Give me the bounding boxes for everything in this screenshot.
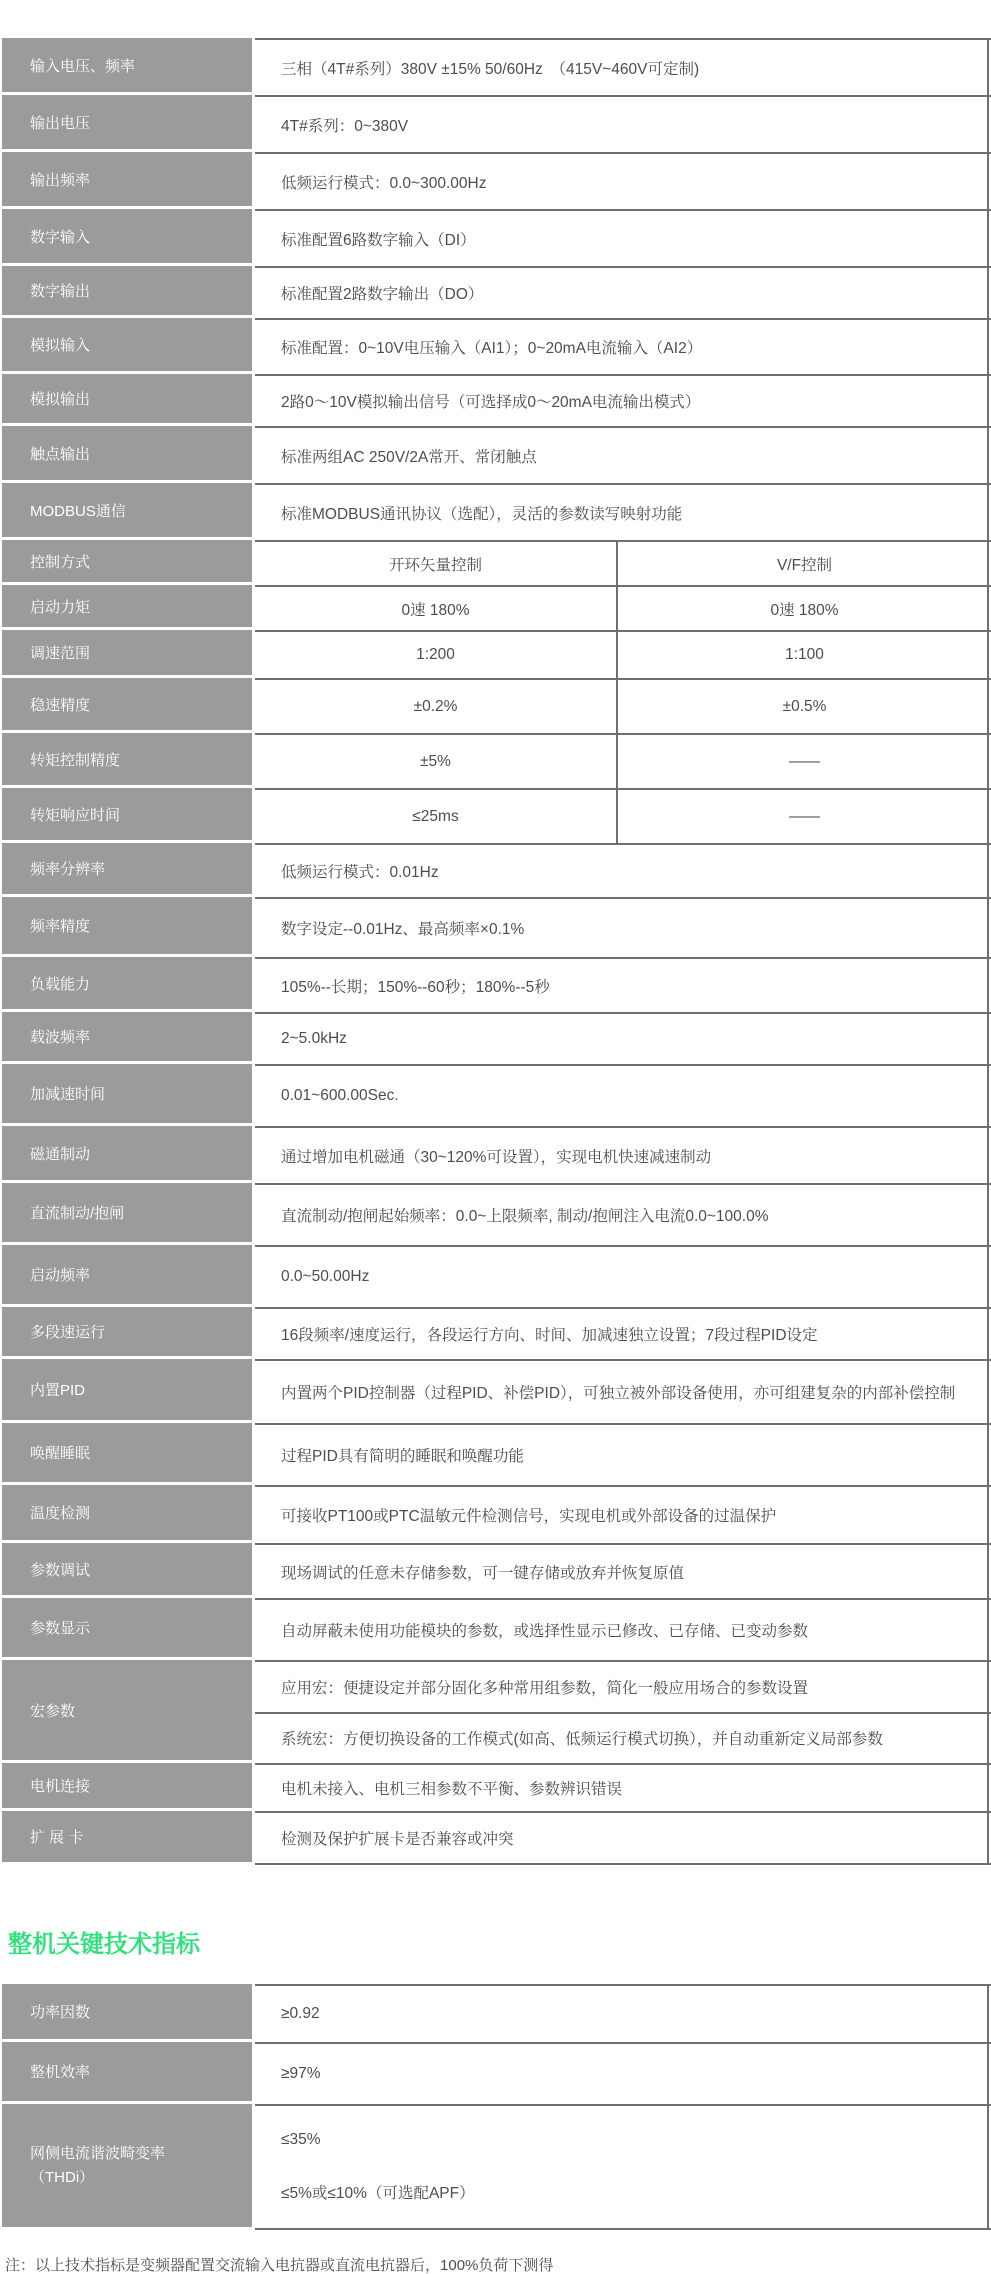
row-value-text: 可接收PT100或PTC温敏元件检测信号，实现电机或外部设备的过温保护 — [281, 1508, 777, 1525]
row-value — [255, 1485, 991, 1543]
row-value-text: 过程PID具有简明的睡眠和唤醒功能 — [281, 1448, 524, 1465]
row-value — [255, 540, 991, 585]
row-label: 扩 展 卡 — [2, 1811, 252, 1862]
table-row — [0, 1423, 991, 1485]
row-value-text: 应用宏：便捷设定并部分固化多种常用组参数，简化一般应用场合的参数设置 — [281, 1679, 809, 1697]
row-label: 输出频率 — [2, 152, 252, 206]
row-label: 内置PID — [2, 1359, 252, 1420]
row-value — [255, 2042, 991, 2104]
key-metrics-table — [0, 1984, 991, 2230]
row-value-text: 0速 180% — [770, 601, 839, 619]
table-row — [0, 1543, 991, 1598]
row-value-text: 标准配置6路数字输入（DI） — [281, 231, 476, 249]
row-value — [255, 1543, 991, 1598]
row-value-text: 1:100 — [785, 646, 824, 663]
row-value-text: 105%--长期；150%--60秒；180%--5秒 — [281, 978, 550, 996]
row-value-text: V/F控制 — [776, 556, 833, 574]
row-value-text: 数字设定--0.01Hz、最高频率×0.1% — [281, 921, 525, 938]
table-row — [0, 2042, 991, 2104]
row-value — [255, 1307, 991, 1359]
row-value-text: 现场调试的任意未存储参数，可一键存储或放弃并恢复原值 — [281, 1564, 685, 1582]
table-row — [0, 1012, 991, 1064]
row-label: 模拟输出 — [2, 374, 252, 423]
footnote: 注：以上技术指标是变频器配置交流输入电抗器或直流电抗器后，100%负荷下测得 — [5, 2257, 554, 2274]
row-value-text: 自动屏蔽未使用功能模块的参数，或选择性显示已修改、已存储、已变动参数 — [281, 1623, 809, 1640]
row-value-left — [255, 542, 618, 585]
table-row — [0, 1485, 991, 1543]
row-label: 输出电压 — [2, 95, 252, 149]
table-row — [0, 788, 991, 843]
table-row — [0, 1984, 991, 2042]
row-value-text: 标准配置：0~10V电压输入（AI1）；0~20mA电流输入（AI2） — [281, 340, 703, 357]
row-value-right — [618, 632, 991, 678]
row-label: 多段速运行 — [2, 1307, 252, 1356]
row-value-text: 三相（4T#系列）380V ±15% 50/60Hz （415V~460V可定制) — [281, 60, 700, 78]
row-label-line: 网侧电流谐波畸变率 — [30, 2144, 166, 2162]
row-value-text: 标准两组AC 250V/2A常开、常闭触点 — [281, 448, 537, 466]
row-label-line: （THDi） — [30, 2168, 95, 2186]
row-label: 启动力矩 — [2, 585, 252, 627]
row-label: 负载能力 — [2, 957, 252, 1009]
row-label: 整机效率 — [2, 2042, 252, 2101]
table-row — [0, 733, 991, 788]
row-value-text: 2路0～10V模拟输出信号（可选择成0～20mA电流输出模式） — [281, 394, 701, 411]
row-value — [255, 426, 991, 483]
row-value — [255, 1423, 991, 1485]
row-label: 频率分辨率 — [2, 843, 252, 894]
row-value-text: 直流制动/抱闸起始频率：0.0~上限频率, 制动/抱闸注入电流0.0~100.0% — [281, 1208, 769, 1225]
row-value-left — [255, 790, 618, 843]
table-row — [0, 897, 991, 957]
table-row — [0, 374, 991, 426]
row-value-text: 通过增加电机磁通（30~120%可设置），实现电机快速减速制动 — [281, 1148, 712, 1166]
row-label: 参数显示 — [2, 1598, 252, 1657]
table-row — [0, 957, 991, 1012]
row-label: 功率因数 — [2, 1984, 252, 2039]
row-label: 频率精度 — [2, 897, 252, 954]
row-label: 宏参数 — [2, 1660, 252, 1760]
table-row — [0, 1811, 991, 1865]
row-label: 电机连接 — [2, 1763, 252, 1808]
row-value-text: 16段频率/速度运行，各段运行方向、时间、加减速独立设置；7段过程PID设定 — [281, 1327, 818, 1344]
table-row — [0, 483, 991, 540]
row-value-text: 2~5.0kHz — [281, 1030, 347, 1047]
row-value-text: ±0.5% — [782, 697, 827, 715]
row-value-right — [618, 680, 991, 733]
table-row — [0, 318, 991, 374]
row-value — [255, 1811, 991, 1865]
table-row — [0, 38, 991, 95]
row-value-text: 内置两个PID控制器（过程PID、补偿PID），可独立被外部设备使用，亦可组建复杂的内部补偿控制 — [281, 1385, 956, 1402]
row-label: 稳速精度 — [2, 678, 252, 730]
row-value-text: 0.0~50.00Hz — [281, 1268, 370, 1285]
table-row — [0, 152, 991, 209]
table-row — [0, 95, 991, 152]
row-value — [255, 318, 991, 374]
table-row — [0, 1598, 991, 1660]
row-value-text: 低频运行模式：0.01Hz — [281, 864, 439, 881]
row-value-text: 0速 180% — [401, 601, 470, 619]
row-value — [255, 266, 991, 318]
row-value-text: 0.01~600.00Sec. — [281, 1087, 399, 1104]
row-value-text: 电机未接入、电机三相参数不平衡、参数辨识错误 — [281, 1781, 623, 1798]
row-value-text: 低频运行模式：0.0~300.00Hz — [281, 174, 487, 192]
row-value-line — [255, 1662, 991, 1712]
row-label: 温度检测 — [2, 1485, 252, 1540]
row-value — [255, 95, 991, 152]
table-row — [0, 540, 991, 585]
row-value-right — [618, 735, 991, 788]
row-label: 唤醒睡眠 — [2, 1423, 252, 1482]
row-value-line: ≤35% — [281, 2131, 321, 2148]
table-row — [0, 678, 991, 733]
row-value — [255, 1984, 991, 2042]
row-label: 调速范围 — [2, 630, 252, 675]
row-value-text: 4T#系列：0~380V — [281, 117, 409, 135]
row-label: 载波频率 — [2, 1012, 252, 1061]
row-value-right — [618, 587, 991, 630]
row-value — [255, 1012, 991, 1064]
row-value — [255, 1763, 991, 1811]
table-row — [0, 426, 991, 483]
row-value — [255, 630, 991, 678]
row-value — [255, 209, 991, 266]
row-label: MODBUS通信 — [2, 483, 252, 537]
row-value — [255, 1660, 991, 1763]
row-value — [255, 1245, 991, 1307]
row-label: 参数调试 — [2, 1543, 252, 1595]
table-row — [0, 630, 991, 678]
section-title: 整机关键技术指标 — [8, 1931, 200, 1958]
row-value-text: 1:200 — [416, 646, 455, 663]
row-value — [255, 1359, 991, 1423]
row-value-text: 开环矢量控制 — [388, 556, 482, 574]
row-label: 加减速时间 — [2, 1064, 252, 1123]
row-value-text: 标准配置2路数字输出（DO） — [281, 286, 484, 303]
row-value-right — [618, 542, 991, 585]
row-value — [255, 788, 991, 843]
row-label: 触点输出 — [2, 426, 252, 480]
table-row — [0, 266, 991, 318]
row-value — [255, 1183, 991, 1245]
row-value-line: ≤5%或≤10%（可选配APF） — [281, 2185, 475, 2202]
row-value-line — [255, 1712, 991, 1764]
table-row — [0, 1064, 991, 1126]
row-label: 直流制动/抱闸 — [2, 1183, 252, 1242]
row-value — [255, 585, 991, 630]
table-row — [0, 1763, 991, 1811]
table-row — [0, 1245, 991, 1307]
row-value-text: —— — [789, 752, 820, 770]
row-label: 数字输出 — [2, 266, 252, 315]
row-value — [255, 152, 991, 209]
row-value-text: ≥97% — [281, 2065, 321, 2082]
row-value — [255, 957, 991, 1012]
table-row — [0, 1660, 991, 1763]
row-value — [255, 1598, 991, 1660]
row-value-left — [255, 735, 618, 788]
row-label: 磁通制动 — [2, 1126, 252, 1180]
table-row — [0, 209, 991, 266]
row-value — [255, 733, 991, 788]
table-row — [0, 2104, 991, 2230]
row-value — [255, 1064, 991, 1126]
row-label — [2, 2104, 252, 2227]
table-row — [0, 1183, 991, 1245]
table-row — [0, 843, 991, 897]
row-value — [255, 38, 991, 95]
row-label: 数字输入 — [2, 209, 252, 263]
table-row — [0, 1126, 991, 1183]
row-value-text: ≥0.92 — [281, 2005, 320, 2022]
row-label: 输入电压、频率 — [2, 38, 252, 92]
row-label: 转矩控制精度 — [2, 733, 252, 785]
row-value-text: 标准MODBUS通讯协议（选配），灵活的参数读写映射功能 — [281, 505, 683, 523]
row-value-right — [618, 790, 991, 843]
row-value — [255, 678, 991, 733]
row-value — [255, 2104, 991, 2230]
row-label: 控制方式 — [2, 540, 252, 582]
row-label: 模拟输入 — [2, 318, 252, 371]
row-value — [255, 897, 991, 957]
row-value-text: ±0.2% — [413, 697, 458, 715]
row-label: 启动频率 — [2, 1245, 252, 1304]
row-value — [255, 843, 991, 897]
spec-table — [0, 38, 991, 1865]
row-value-left — [255, 680, 618, 733]
row-value-text: —— — [789, 807, 820, 825]
table-row — [0, 1307, 991, 1359]
row-value-text: 系统宏：方便切换设备的工作模式(如高、低频运行模式切换），并自动重新定义局部参数 — [281, 1731, 883, 1749]
row-value-text: 检测及保护扩展卡是否兼容或冲突 — [281, 1831, 514, 1848]
row-label: 转矩响应时间 — [2, 788, 252, 840]
row-value-text: ≤25ms — [412, 807, 459, 825]
table-row — [0, 1359, 991, 1423]
table-row — [0, 585, 991, 630]
row-value-left — [255, 632, 618, 678]
row-value — [255, 483, 991, 540]
row-value — [255, 374, 991, 426]
row-value-text: ±5% — [420, 752, 451, 770]
row-value-left — [255, 587, 618, 630]
row-value — [255, 1126, 991, 1183]
